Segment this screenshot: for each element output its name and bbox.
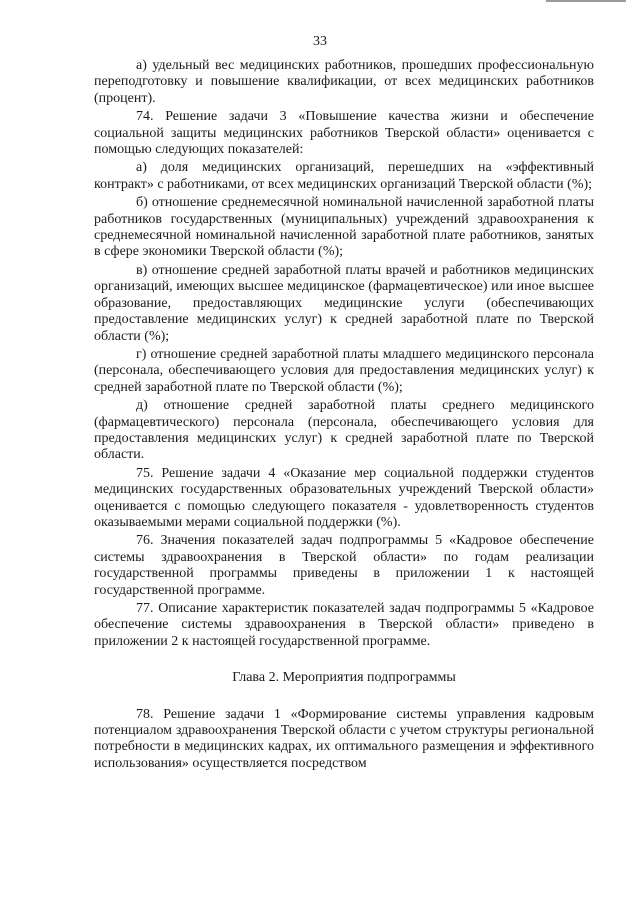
paragraph-75: 75. Решение задачи 4 «Оказание мер социальной поддержки студентов медицинских государственных образовательных учреждений Тверской области» оценивается с помощью следующего показателя - удовлетворенность студентов оказываемыми мерами социальной поддержки (%). <box>94 465 594 530</box>
paragraph-73a: а) удельный вес медицинских работников, прошедших профессиональную переподготовку и повышение квалификации, от всех медицинских работников (процент). <box>94 58 594 106</box>
paragraph-78: 78. Решение задачи 1 «Формирование системы управления кадровым потенциалом здравоохранения Тверской области с учетом структуры региональной потребности в медицинских кадрах, их оптимального размещения и эффективного использования» осуществляется посредством <box>94 706 594 771</box>
paragraph-74: 74. Решение задачи 3 «Повышение качества жизни и обеспечение социальной защиты медицинских работников Тверской области» оценивается с помощью следующих показателей: <box>94 109 594 158</box>
document-body <box>94 58 594 774</box>
paragraph-74d: г) отношение средней заработной платы младшего медицинского персонала (персонала, обеспечивающего условия для предоставления медицинских услуг) к средней заработной плате по Тверской области (%); <box>94 346 594 395</box>
paragraph-74a: а) доля медицинских организаций, перешедших на «эффективный контракт» с работниками, от всех медицинских организаций Тверской области (%); <box>94 160 594 192</box>
scan-edge-mark <box>546 0 626 2</box>
paragraph-74e: д) отношение средней заработной платы среднего медицинского (фармацевтического) персонала (персонала, обеспечивающего условия для предоставления медицинских услуг) к средней заработной плате по Тверской области. <box>94 398 594 463</box>
chapter-title: Глава 2. Мероприятия подпрограммы <box>232 670 456 686</box>
paragraph-74b: б) отношение среднемесячной номинальной начисленной заработной платы работников государственных (муниципальных) учреждений здравоохранения к среднемесячной номинальной начисленной заработной плате работников, занятых в сфере экономики Тверской области (%); <box>94 195 594 260</box>
paragraph-76: 76. Значения показателей задач подпрограммы 5 «Кадровое обеспечение системы здравоохранения в Тверской области» по годам реализации государственной программы приведены в приложении 1 к настоящей государственной программе. <box>94 533 594 598</box>
paragraph-77: 77. Описание характеристик показателей задач подпрограммы 5 «Кадровое обеспечение системы здравоохранения в Тверской области» приведено в приложении 2 к настоящей государственной программе. <box>94 601 594 649</box>
page-number: 33 <box>313 34 327 49</box>
paragraph-74c: в) отношение средней заработной платы врачей и работников медицинских организаций, имеющих высшее медицинское (фармацевтическое) или иное высшее образование, предоставляющих медицинские услуги (обеспечивающих предоставление медицинских услуг) к средней заработной плате по Тверской области (%); <box>94 262 594 344</box>
